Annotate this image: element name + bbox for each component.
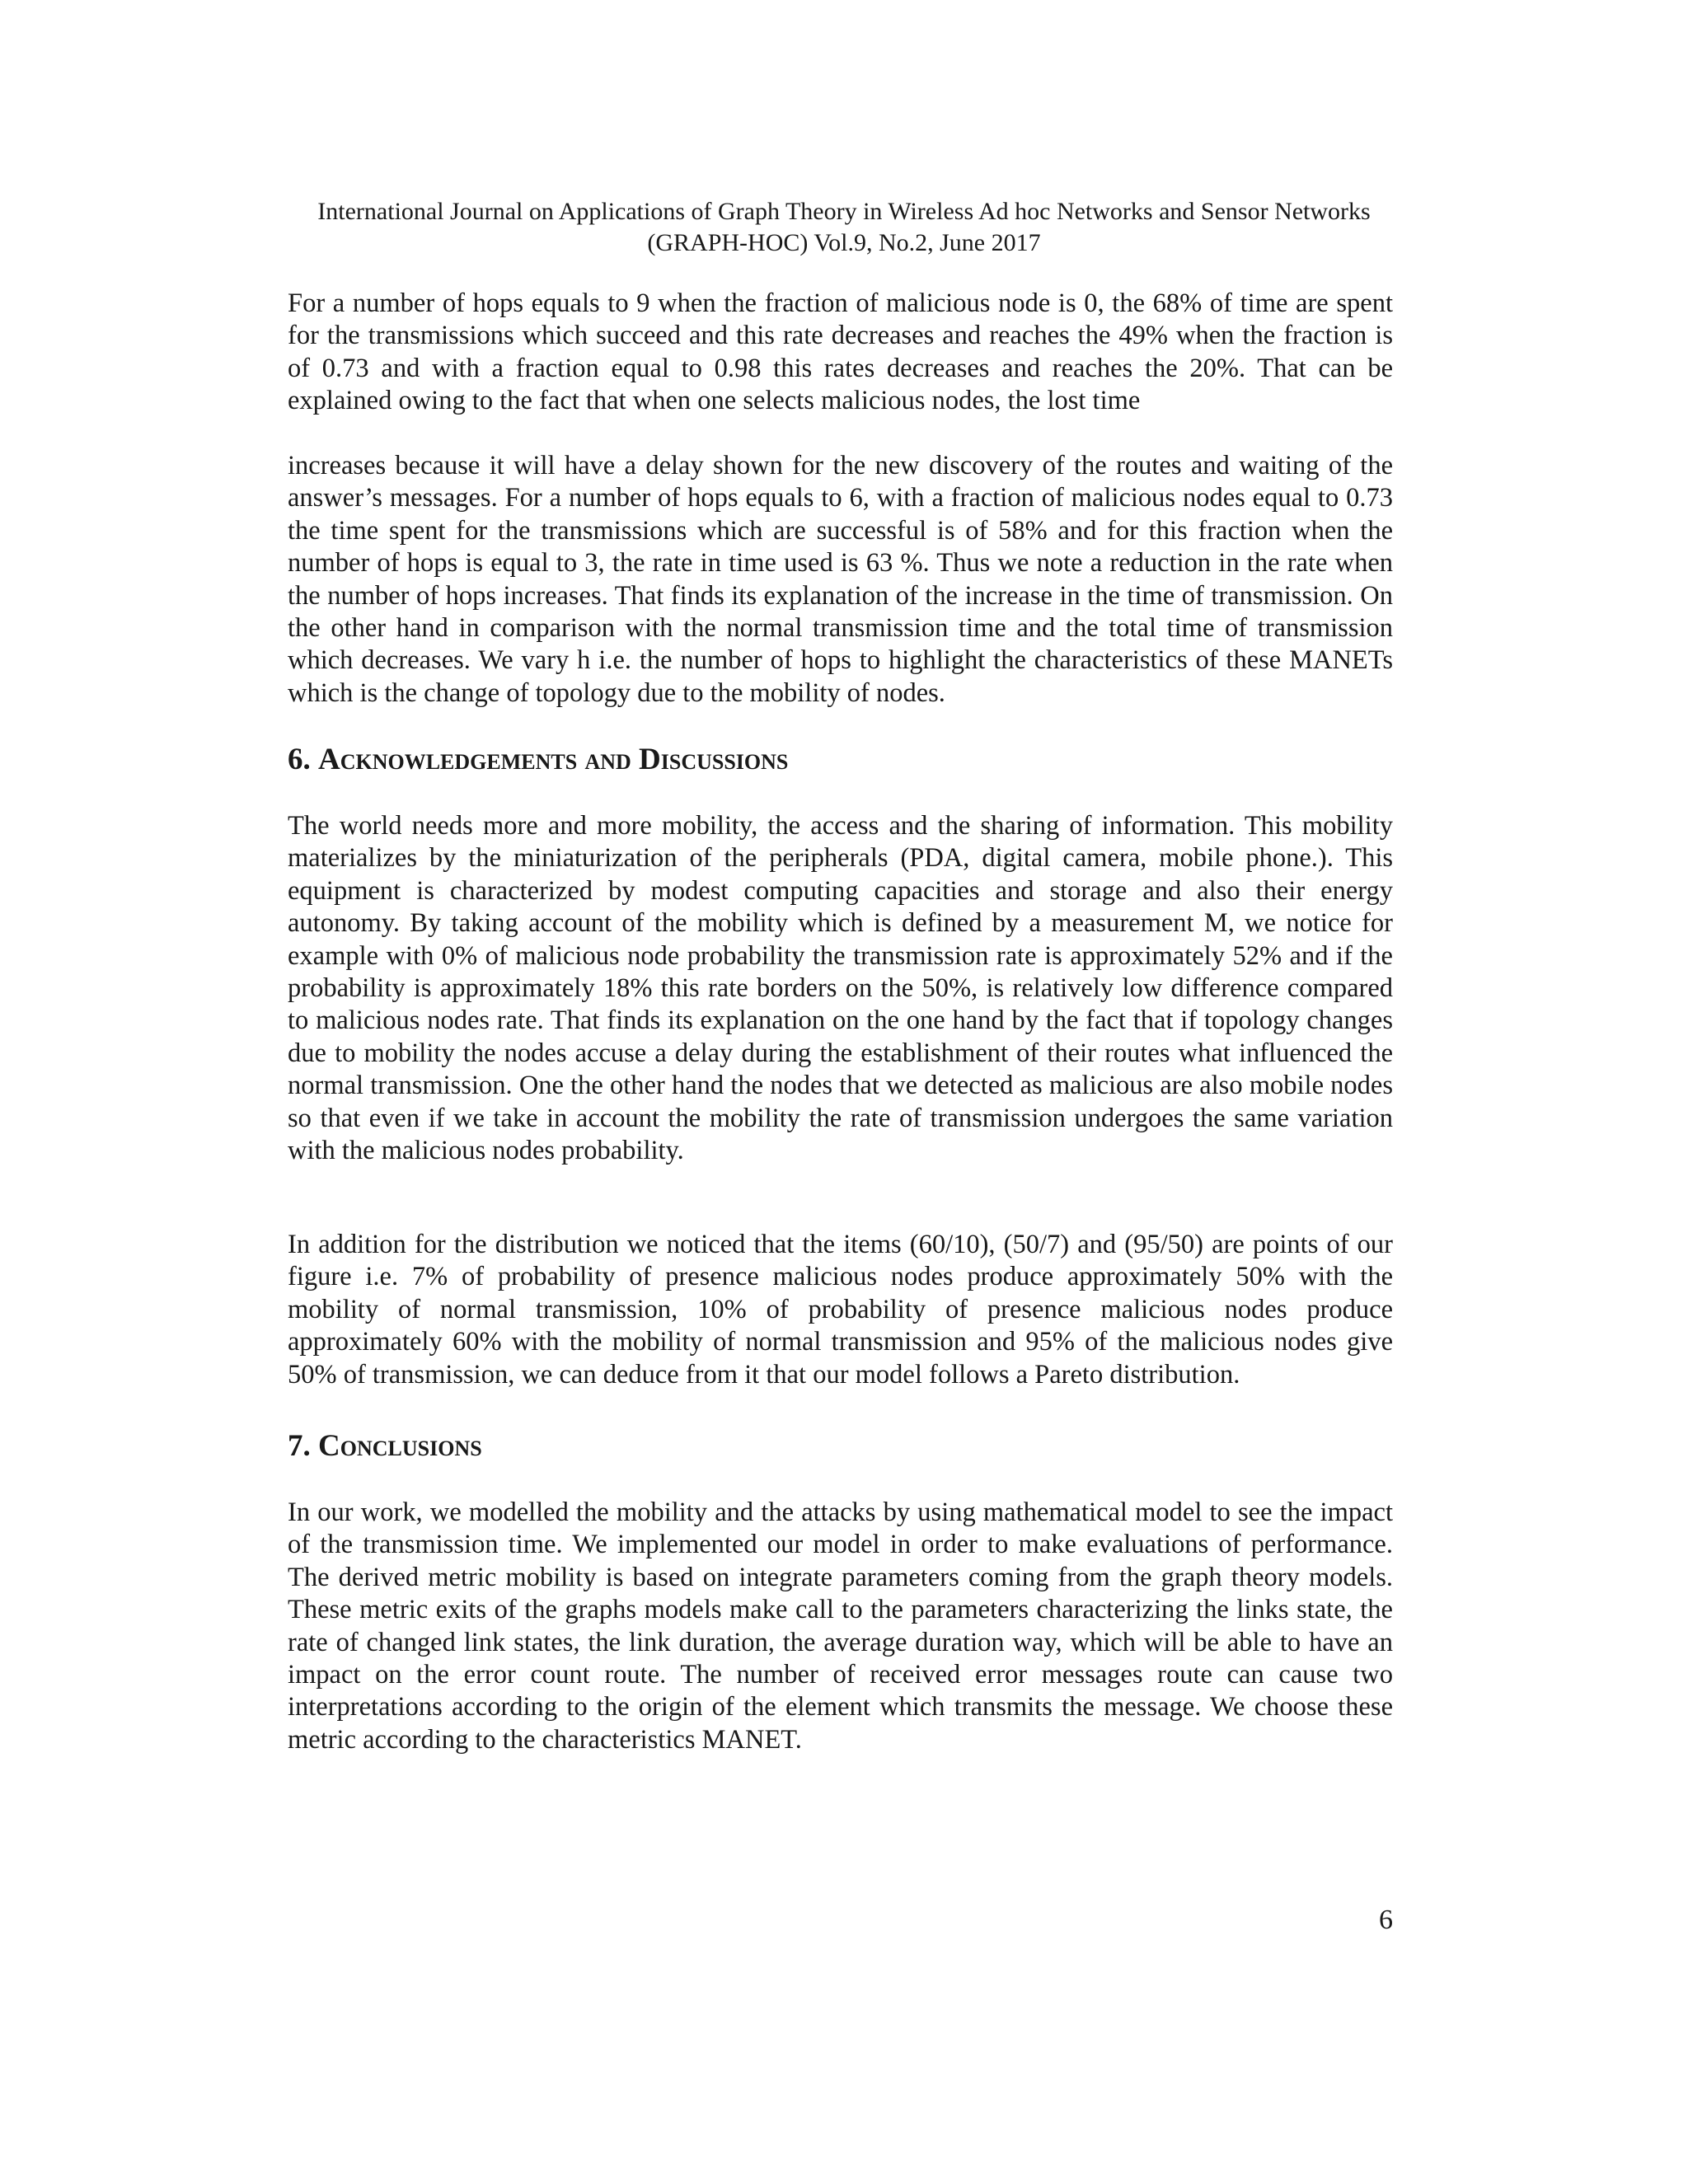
- paragraph-mobility-discussion: The world needs more and more mobility, the access and the sharing of information. This mobility materializes by the miniaturization of the peripherals (PDA, digital camera, mobile phone.). This equipment is characterized by modest computing capacities and storage and also their energy autonomy. By taking account of the mobility which is defined by a measurement M, we notice for example with 0% of malicious node probability the transmission rate is approximately 52% and if the probability is approximately 18% this rate borders on the 50%, is relatively low difference compared to malicious nodes rate. That finds its explanation on the one hand by the fact that if topology changes due to mobility the nodes accuse a delay during the establishment of their routes what influenced the normal transmission. One the other hand the nodes that we detected as malicious are also mobile nodes so that even if we take in account the mobility the rate of transmission undergoes the same variation with the malicious nodes probability.: [288, 811, 1393, 1166]
- page-number: 6: [1379, 1905, 1393, 1935]
- paragraph-pareto-distribution: In addition for the distribution we noticed that the items (60/10), (50/7) and (95/50) are points of our figure i.e. 7% of probability of presence malicious nodes produce approximately 50% with the mobility of normal transmission, 10% of probability of presence malicious nodes produce approximately 60% with the mobility of normal transmission and 95% of the malicious nodes give 50% of transmission, we can deduce from it that our model follows a Pareto distribution.: [288, 1230, 1393, 1390]
- section-heading-conclusions: [288, 1428, 1393, 1465]
- section-heading-acknowledgements: [288, 742, 1393, 778]
- paragraph-hops-fraction: For a number of hops equals to 9 when the fraction of malicious node is 0, the 68% of time are spent for the transmissions which succeed and this rate decreases and reaches the 49% when the fraction is of 0.73 and with a fraction equal to 0.98 this rates decreases and reaches the 20%. That can be explained owing to the fact that when one selects malicious nodes, the lost time: [288, 288, 1393, 416]
- running-header: [247, 196, 1441, 259]
- section-title: Acknowledgements and Discussions: [318, 743, 789, 776]
- journal-title: International Journal on Applications of Graph Theory in Wireless Ad hoc Networks and Sensor Networks: [317, 198, 1371, 225]
- paragraph-conclusions: In our work, we modelled the mobility and the attacks by using mathematical model to see the impact of the transmission time. We implemented our model in order to make evaluations of performance. The derived metric mobility is based on integrate parameters coming from the graph theory models. These metric exits of the graphs models make call to the parameters characterizing the links state, the rate of changed link states, the link duration, the average duration way, which will be able to have an impact on the error count route. The number of received error messages route can cause two interpretations according to the origin of the element which transmits the message. We choose these metric according to the characteristics MANET.: [288, 1497, 1393, 1755]
- section-number: 6.: [288, 743, 311, 776]
- section-title: Conclusions: [318, 1429, 482, 1463]
- section-number: 7.: [288, 1429, 311, 1463]
- paragraph-delay-discovery: increases because it will have a delay shown for the new discovery of the routes and waiting of the answer’s messages. For a number of hops equals to 6, with a fraction of malicious nodes equal to 0.73 the time spent for the transmissions which are successful is of 58% and for this fraction when the number of hops is equal to 3, the rate in time used is 63 %. Thus we note a reduction in the rate when the number of hops increases. That finds its explanation of the increase in the time of transmission. On the other hand in comparison with the normal transmission time and the total time of transmission which decreases. We vary h i.e. the number of hops to highlight the characteristics of these MANETs which is the change of topology due to the mobility of nodes.: [288, 451, 1393, 708]
- journal-volume: (GRAPH-HOC) Vol.9, No.2, June 2017: [647, 229, 1041, 256]
